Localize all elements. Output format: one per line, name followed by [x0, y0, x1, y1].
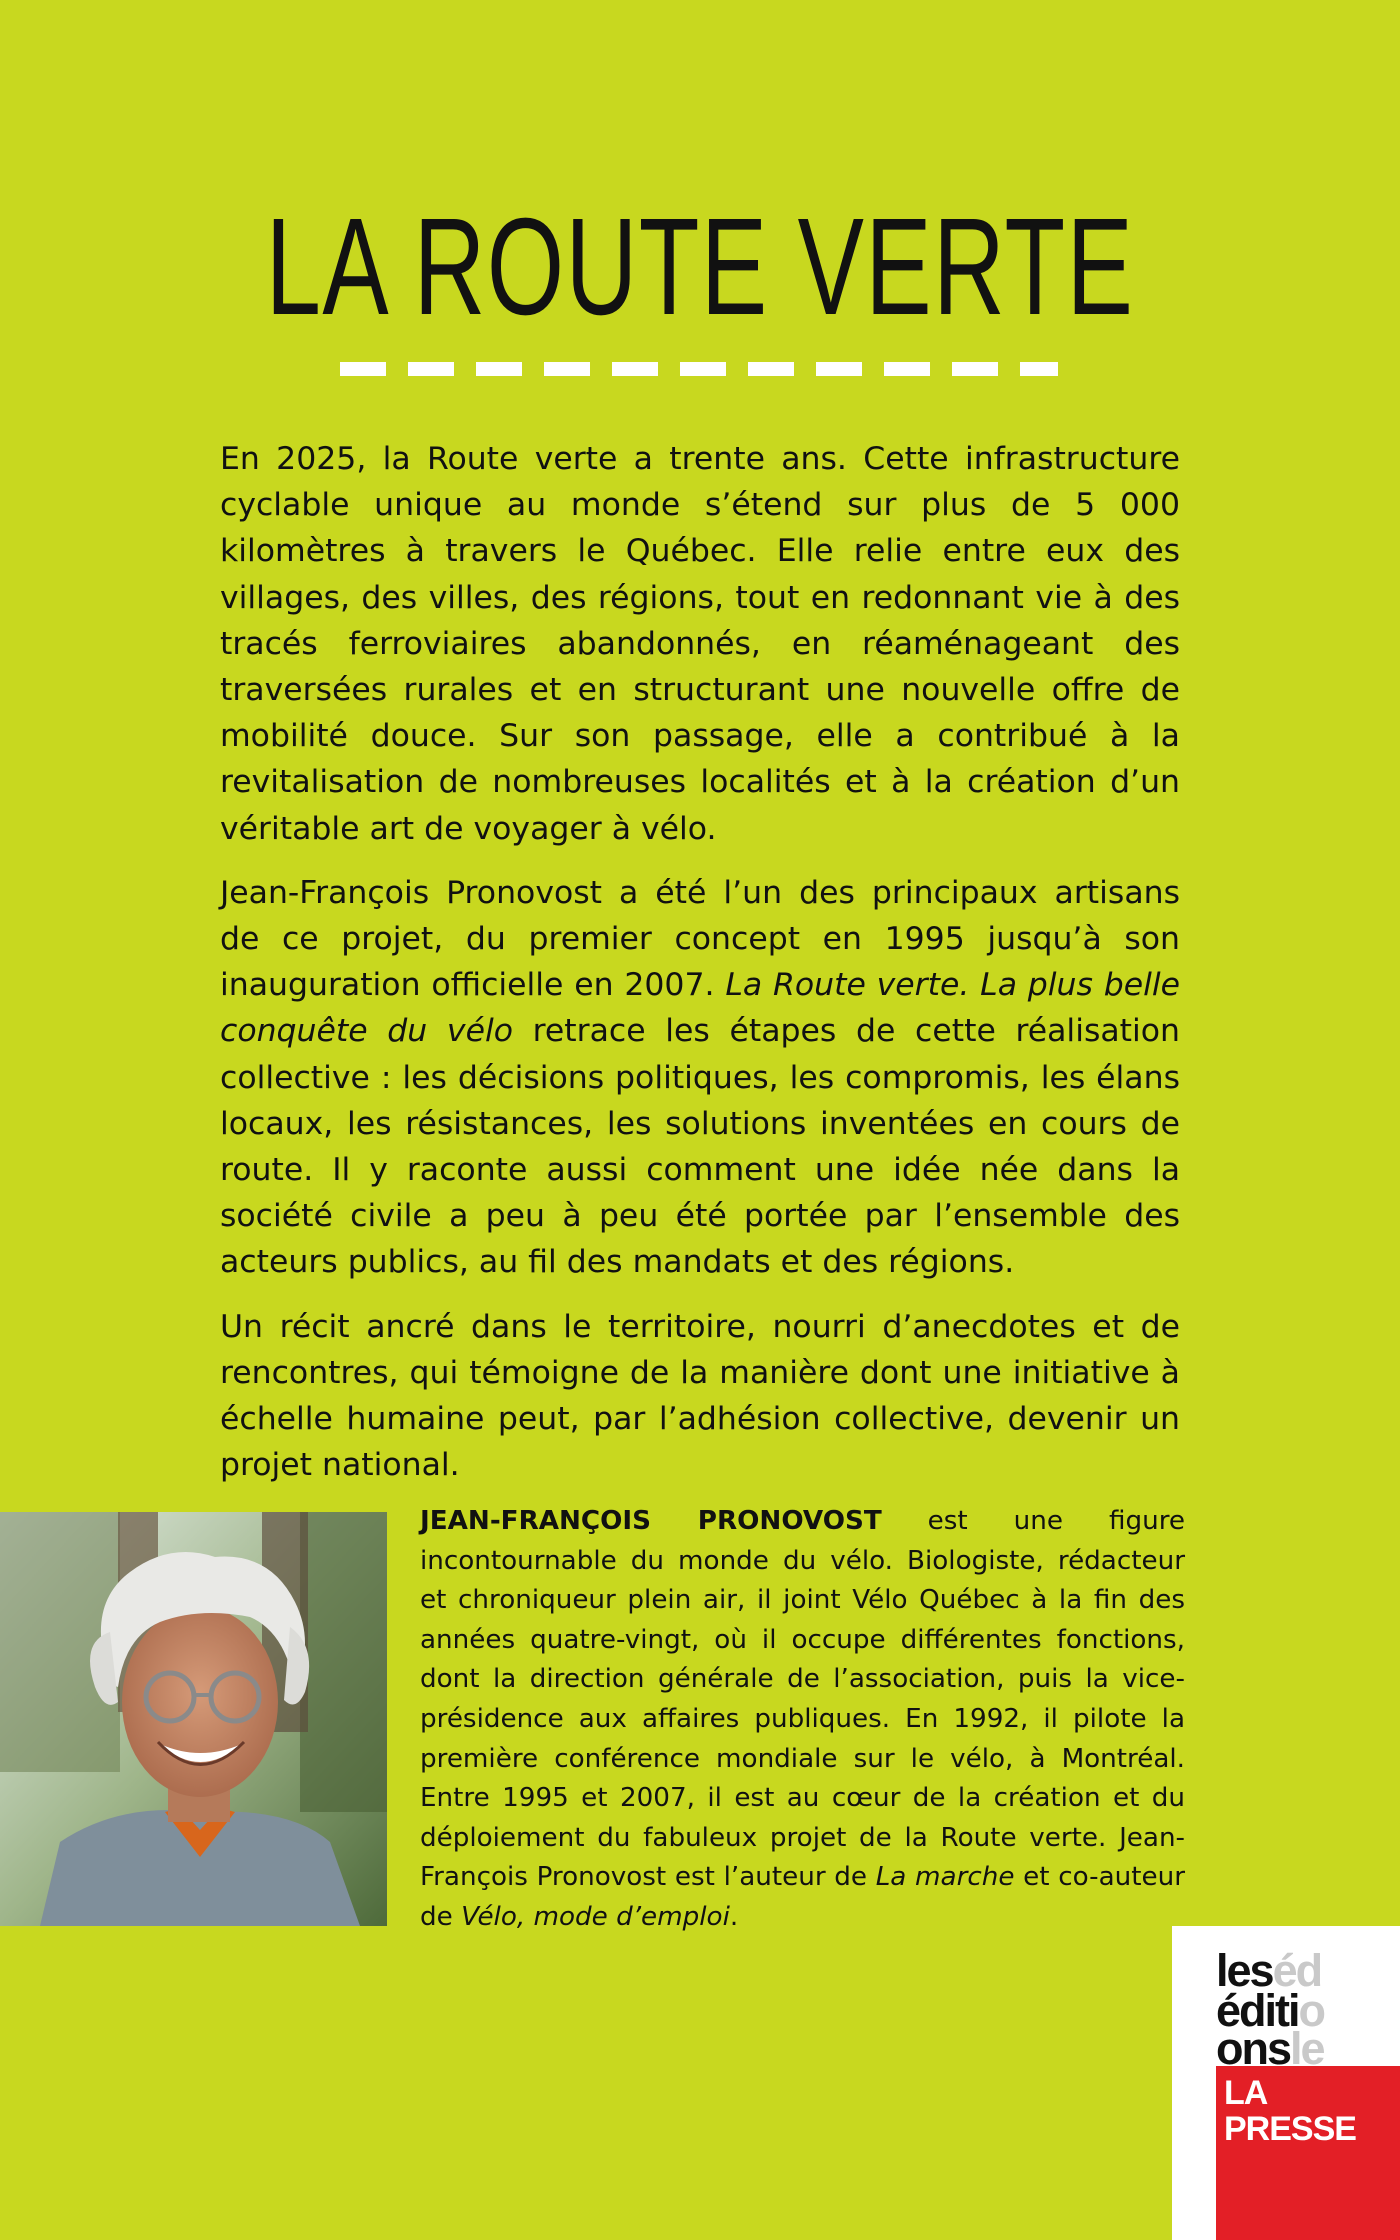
publisher-logo-la: LA	[1224, 2074, 1268, 2112]
description-paragraph-3: Un récit ancré dans le territoire, nourri d’anecdotes et de rencontres, qui témoigne de la manière dont une initiative à échelle humaine peut, par l’adhésion collective, devenir un projet national.	[220, 1308, 1180, 1484]
publisher-logo-ghost-3: le	[1290, 2026, 1324, 2066]
author-bio-text-3: .	[729, 1901, 739, 1932]
publisher-logo-text-3: ons	[1216, 2026, 1291, 2066]
author-photo	[0, 1512, 387, 1926]
publisher-logo-ghost-2: o	[1298, 1985, 1325, 2036]
publisher-logo-text-1: les	[1216, 1945, 1273, 1996]
author-bio-paragraph	[420, 1502, 1185, 1938]
author-name: JEAN-FRANÇOIS PRONOVOST	[420, 1506, 882, 1536]
author-bio	[420, 1502, 1185, 1938]
description-paragraph-2-start: Jean-François Pronovost a été l’un des principaux artisans de ce projet, du premier concept en 1995 jusqu’à son inauguration officielle en 2007.	[220, 874, 1180, 1004]
publisher-logo-ghost-1: éd	[1272, 1945, 1322, 1996]
author-book-2: Vélo, mode d’emploi	[461, 1901, 730, 1932]
author-bio-text-1: est une figure incontournable du monde du vélo. Biologiste, rédacteur et chroniqueur plein air, il joint Vélo Québec à la fin des années quatre-vingt, où il occupe différentes fonctions, dont la direction générale de l’association, puis la vice-présidence aux affaires publiques. En 1992, il pilote la première conférence mondiale sur le vélo, à Montréal. Entre 1995 et 2007, il est au cœur de la création et du déploiement du fabuleux projet de la Route verte. Jean-François Pronovost est l’auteur de	[420, 1506, 1185, 1893]
book-description	[220, 436, 1180, 1506]
dashed-divider	[340, 362, 1058, 376]
description-book-title: La Route verte. La plus belle conquête du vélo	[220, 967, 1180, 1050]
book-title: LA ROUTE VERTE	[265, 190, 1135, 344]
description-paragraph-2-end: retrace les étapes de cette réalisation collective : les décisions politiques, les compromis, les élans locaux, les résistances, les solutions inventées en cours de route. Il y raconte aussi comment une idée née dans la société civile a peu à peu été portée par l’ensemble des acteurs publics, au fil des mandats et des régions.	[220, 1013, 1180, 1281]
author-bio-text-2: et co-auteur de	[420, 1862, 1185, 1932]
publisher-logo-presse: PRESSE	[1224, 2110, 1356, 2148]
publisher-logo-red-block	[1216, 2066, 1400, 2240]
publisher-logo-text-2: éditi	[1216, 1985, 1299, 2036]
author-book-1: La marche	[875, 1862, 1015, 1893]
publisher-logo-line-3	[1216, 2026, 1324, 2066]
description-paragraph-1: En 2025, la Route verte a trente ans. Cette infrastructure cyclable unique au monde s’étend sur plus de 5 000 kilomètres à travers le Québec. Elle relie entre eux des villages, des villes, des régions, tout en redonnant vie à des tracés ferroviaires abandonnés, en réaménageant des traversées rurales et en structurant une nouvelle offre de mobilité douce. Sur son passage, elle a contribué à la revitalisation de nombreuses localités et à la création d’un véritable art de voyager à vélo.	[220, 441, 1180, 847]
publisher-logo	[1172, 1926, 1400, 2240]
description-paragraph-2	[220, 870, 1180, 1286]
